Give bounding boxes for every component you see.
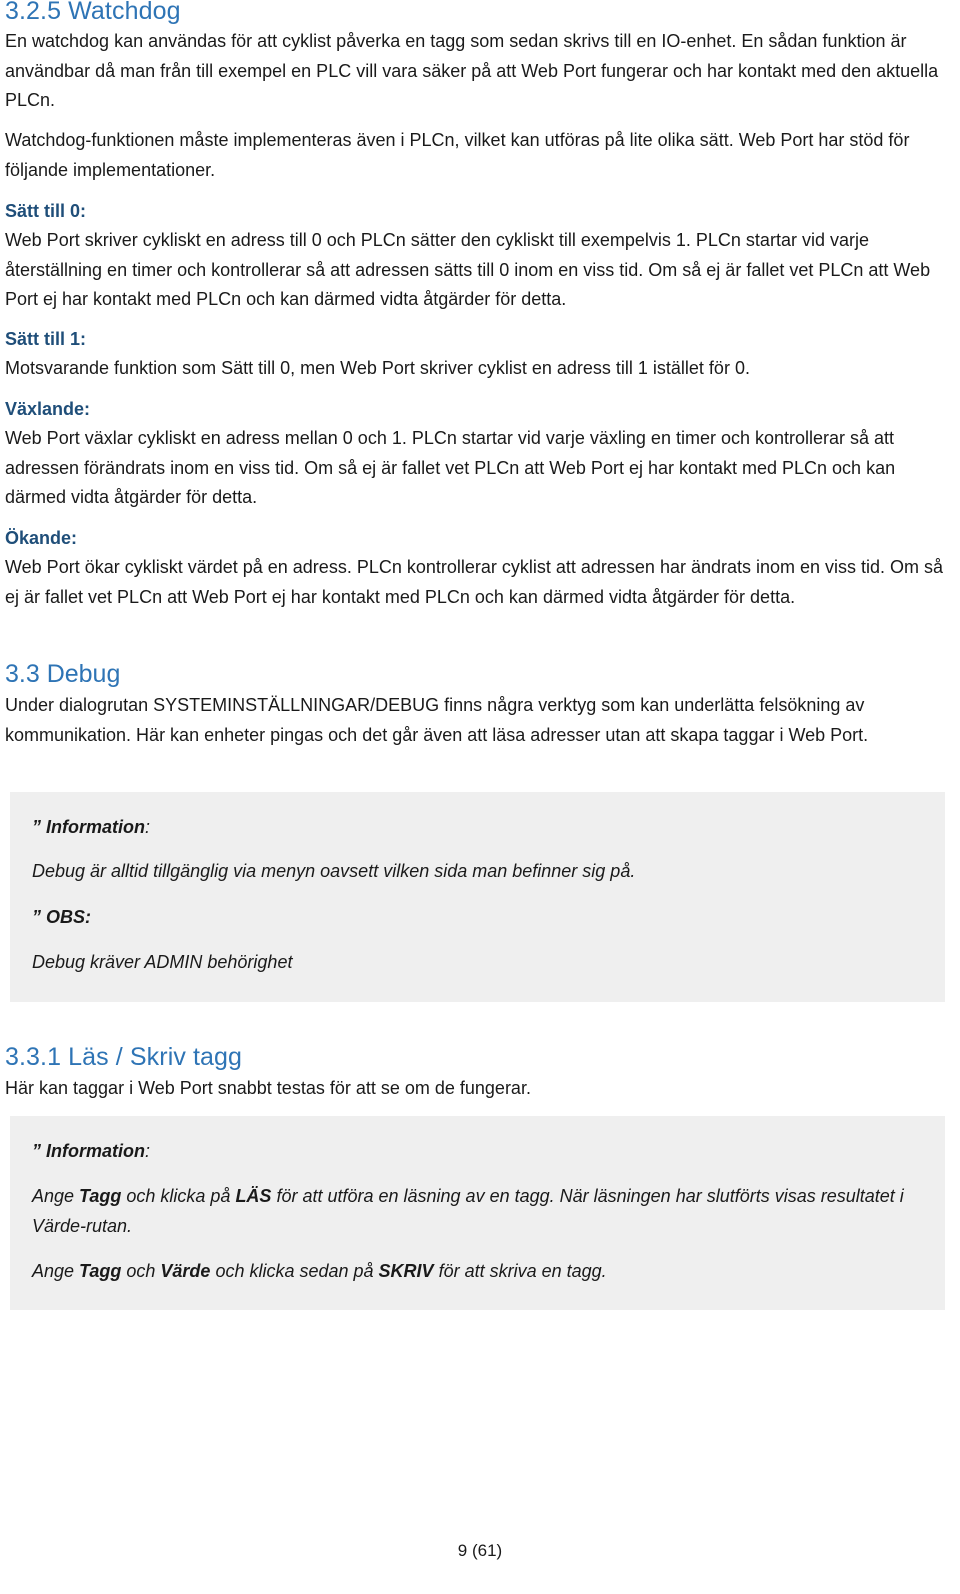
satt-till-1-paragraph: Motsvarande funktion som Sätt till 0, men Web Port skriver cyklist en adress till 1 istället för 0. (5, 358, 750, 378)
debug-obs-text: Debug kräver ADMIN behörighet (32, 952, 293, 972)
subheading-satt-till-1: Sätt till 1: (5, 329, 87, 349)
watchdog-implementation-paragraph: Watchdog-funktionen måste implementeras även i PLCn, vilket kan utföras på lite olika sätt. Web Port har stöd för följande implementationer. (5, 130, 910, 180)
heading-debug: 3.3 Debug (5, 660, 121, 688)
page-number: 9 (61) (457, 1541, 503, 1560)
heading-las-skriv-tagg: 3.3.1 Läs / Skriv tagg (5, 1043, 243, 1071)
subheading-vaxlande: Växlande: (5, 399, 91, 419)
watchdog-intro-paragraph: En watchdog kan användas för att cyklist påverka en tagg som sedan skrivs till en IO-enhet. En sådan funktion är användbar då man från till exempel en PLC vill vara säker på att Web Port fungerar och har kontakt med den aktuella PLCn. (5, 31, 939, 110)
vaxlande-paragraph: Web Port växlar cykliskt en adress mellan 0 och 1. PLCn startar vid varje växling en timer och kontrollerar så att adressen förändrats inom en viss tid. Om så ej är fallet vet PLCn att Web Port ej har kontakt med PLCn och kan därmed vidta åtgärder för detta. (5, 428, 896, 507)
subheading-satt-till-0: Sätt till 0: (5, 201, 87, 221)
info-label: ” Information: (32, 817, 151, 837)
debug-paragraph: Under dialogrutan SYSTEMINSTÄLLNINGAR/DEBUG finns några verktyg som kan underlätta felsökning av kommunikation. Här kan enheter pingas och det går även att läsa adresser utan att skapa taggar i Web Port. (5, 695, 869, 745)
debug-info-box (10, 792, 945, 1002)
heading-watchdog: 3.2.5 Watchdog (5, 0, 181, 25)
info-label: ” Information: (32, 1141, 151, 1161)
subheading-okande: Ökande: (5, 528, 78, 548)
debug-info-text: Debug är alltid tillgänglig via menyn oavsett vilken sida man befinner sig på. (32, 861, 636, 881)
obs-label: ” OBS: (32, 907, 92, 927)
skriv-instruction-text: Ange Tagg och Värde och klicka sedan på SKRIV för att skriva en tagg. (32, 1261, 607, 1281)
satt-till-0-paragraph: Web Port skriver cykliskt en adress till 0 och PLCn sätter den cykliskt till exempelvis 1. PLCn startar vid varje återställning en timer och kontrollerar så att adressen sätts till 0 inom en viss tid. Om så ej är fallet vet PLCn att Web Port ej har kontakt med PLCn och kan därmed vidta åtgärder för detta. (5, 230, 931, 309)
las-skriv-paragraph: Här kan taggar i Web Port snabbt testas för att se om de fungerar. (5, 1078, 531, 1098)
las-instruction-text: Ange Tagg och klicka på LÄS för att utföra en läsning av en tagg. När läsningen har slutförts visas resultatet i Värde-rutan. (32, 1186, 904, 1236)
las-skriv-info-box (10, 1116, 945, 1310)
okande-paragraph: Web Port ökar cykliskt värdet på en adress. PLCn kontrollerar cyklist att adressen har ändrats inom en viss tid. Om så ej är fallet vet PLCn att Web Port ej har kontakt med PLCn och kan därmed vidta åtgärder för detta. (5, 557, 944, 607)
